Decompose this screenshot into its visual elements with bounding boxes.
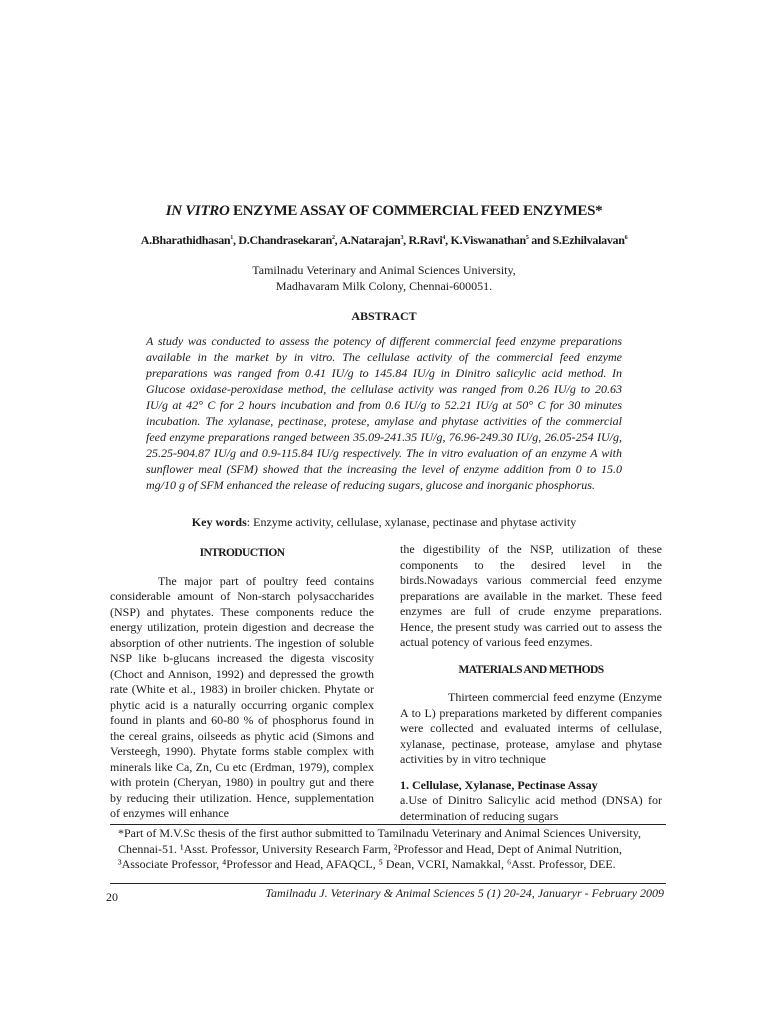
methods-paragraph-1: Thirteen commercial feed enzyme (Enzyme A to L) preparations marketed by different companies were collected and evaluated interms of cellulase, xylanase, pectinase, protease, amylase and phytase activities by in vitro technique bbox=[400, 690, 662, 766]
left-column bbox=[110, 546, 374, 822]
abstract-heading: ABSTRACT bbox=[351, 309, 417, 323]
introduction-paragraph-2: the digestibility of the NSP, utilization of these components to the desired level in the birds.Nowadays various commercial feed enzyme preparations are available in the market. These feed enzymes are full of crude enzyme preparations. Hence, the present study was carried out to assess the actual potency of various feed enzymes. bbox=[400, 542, 662, 649]
right-column bbox=[400, 542, 662, 824]
author-name: A.Natarajan bbox=[339, 233, 401, 247]
title-italic: IN VITRO bbox=[165, 203, 230, 219]
keywords bbox=[0, 515, 768, 530]
title-rest: ENZYME ASSAY OF COMMERCIAL FEED ENZYMES* bbox=[229, 203, 603, 219]
author-name: K.Viswanathan bbox=[450, 233, 526, 247]
methods-paragraph-2: a.Use of Dinitro Salicylic acid method (DNSA) for determination of reducing sugars bbox=[400, 793, 662, 823]
author-name: A.Bharathidhasan bbox=[140, 233, 231, 247]
methods-subheading: 1. Cellulase, Xylanase, Pectinase Assay bbox=[400, 777, 598, 792]
author-list: A.Bharathidhasan$^1$, D.Chandrasekaran$^2$, A.Natarajan$^3$, R.Ravi$^4$, K.Viswanathan$^5$ and S.Ezhilvalavan$^6$ bbox=[140, 233, 628, 247]
affiliation-line-2: Madhavaram Milk Colony, Chennai-600051. bbox=[275, 279, 493, 293]
introduction-heading: INTRODUCTION bbox=[199, 547, 285, 559]
footer-divider bbox=[110, 883, 666, 884]
paper-title bbox=[0, 203, 768, 220]
author-name: S.Ezhilvalavan bbox=[552, 233, 625, 247]
methods-heading: MATERIALS AND METHODS bbox=[458, 663, 604, 676]
journal-reference: Tamilnadu J. Veterinary & Animal Sciences 5 (1) 20-24, Januaryr - February 2009 bbox=[265, 886, 664, 900]
footnote: *Part of M.V.Sc thesis of the first author submitted to Tamilnadu Veterinary and Animal Sciences University, Chennai-51. ¹Asst. Professor, University Research Farm, ²Professor and Head, Dept of Animal Nutrition, ³Associate Professor, ⁴Professor and Head, AFAQCL, ⁵ Dean, VCRI, Namakkal, ⁶Asst. Professor, DEE. bbox=[118, 826, 641, 871]
keywords-text: : Enzyme activity, cellulase, xylanase, pectinase and phytase activity bbox=[246, 515, 577, 529]
footnote-divider bbox=[110, 824, 666, 825]
keywords-label: Key words bbox=[191, 515, 247, 529]
affiliation bbox=[0, 262, 768, 294]
abstract-text: A study was conducted to assess the potency of different commercial feed enzyme preparations available in the market by in vitro. The cellulase activity of the commercial feed enzyme preparations was ranged from 0.41 IU/g to 145.84 IU/g in Dinitro salicylic acid method. In Glucose oxidase-peroxidase method, the cellulase activity was ranged from 0.26 IU/g to 20.63 IU/g at 42° C for 2 hours incubation and from 0.6 IU/g to 52.21 IU/g at 50° C for 30 minutes incubation. The xylanase, pectinase, protese, amylase and phytase activities of the commercial feed enzyme preparations ranged between 35.09-241.35 IU/g, 76.96-249.30 IU/g, 26.05-254 IU/g, 25.25-904.87 IU/g and 0.9-115.84 IU/g respectively. The in vitro evaluation of an enzyme A with sunflower meal (SFM) showed that the increasing the level of enzyme addition from 0 to 15.0 mg/10 g of SFM enhanced the release of reducing sugars, glucose and inorganic phosphorus. bbox=[146, 334, 622, 492]
author-name: D.Chandrasekaran bbox=[238, 233, 332, 247]
author-name: R.Ravi bbox=[408, 233, 443, 247]
affiliation-line-1: Tamilnadu Veterinary and Animal Sciences University, bbox=[252, 263, 516, 277]
introduction-paragraph-1: The major part of poultry feed contains considerable amount of Non-starch polysaccharides (NSP) and phytates. These components reduce the energy utilization, protein digestion and decrease the absorption of other nutrients. The ingestion of soluble NSP like b-glucans increased the digesta viscosity (Choct and Annison, 1992) and depressed the growth rate (White et al., 1983) in broiler chicken. Phytate or phytic acid is a naturally occurring organic complex found in plants and 60-80 % of phosphorus found in the cereal grains, oilseeds as phytic acid (Simons and Versteegh, 1990). Phytate forms stable complex with minerals like Ca, Zn, Cu etc (Erdman, 1979), complex with protein (Cheryan, 1980) in poultry gut and there by reducing their utilization. Hence, supplementation of enzymes will enhance bbox=[110, 573, 374, 820]
page-number: 20 bbox=[106, 890, 118, 904]
